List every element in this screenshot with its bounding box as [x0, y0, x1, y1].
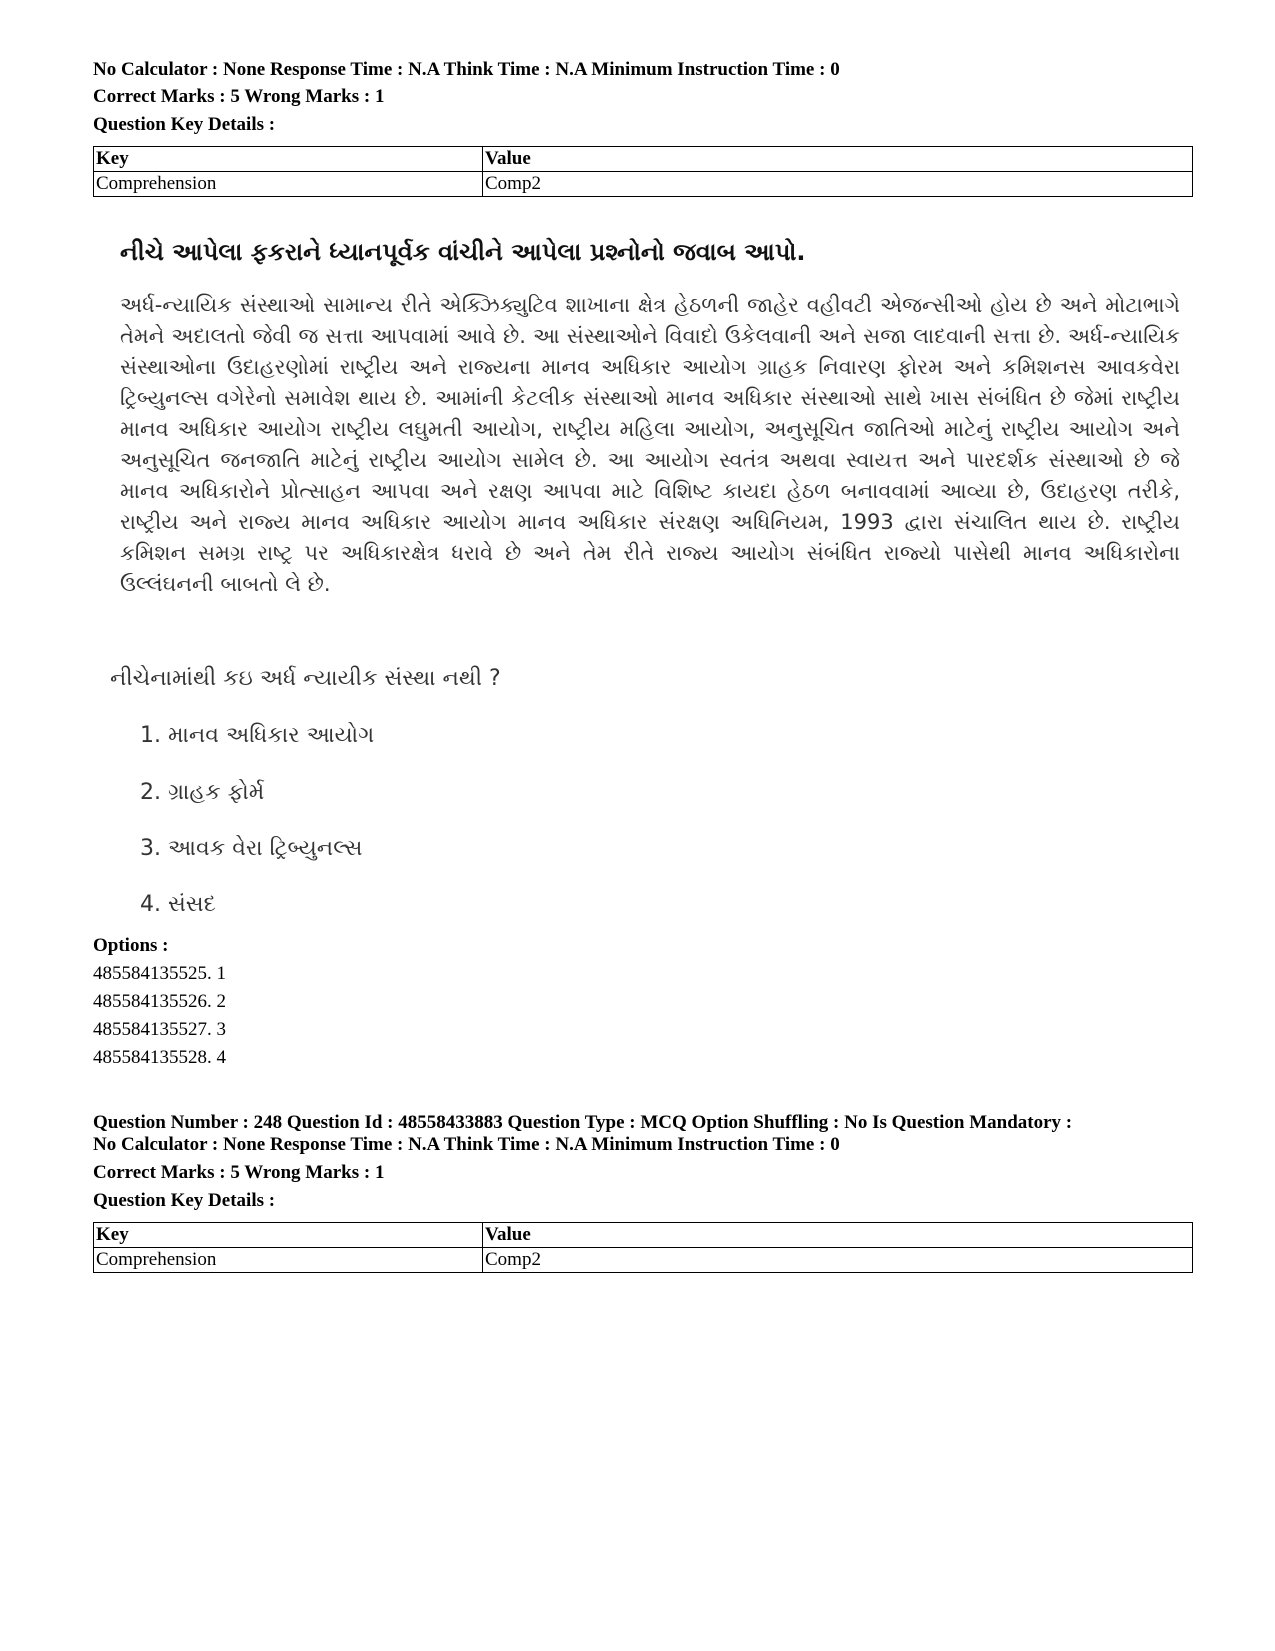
- question-text: નીચેનામાંથી કઇ અર્ધ ન્યાયીક સંસ્થા નથી ?: [110, 666, 501, 691]
- answer-choice: 2. ગ્રાહક ફોર્મ: [140, 780, 265, 805]
- answer-choice: 3. આવક વેરા ટ્રિબ્યુનલ્સ: [140, 836, 363, 861]
- table-row: [94, 172, 1193, 197]
- option-item: 485584135525. 1: [93, 963, 226, 984]
- table-cell-key: Comprehension: [94, 172, 483, 197]
- answer-choice: 1. માનવ અધિકાર આયોગ: [140, 723, 375, 748]
- table-header-key: Key: [94, 1223, 483, 1248]
- option-item: 485584135528. 4: [93, 1047, 226, 1068]
- key-details-table: [93, 146, 1193, 197]
- table-header-row: [94, 1223, 1193, 1248]
- passage-instruction: નીચે આપેલા ફકરાને ધ્યાનપૂર્વક વાંચીને આપેલા પ્રશ્નોનો જવાબ આપો.: [120, 238, 806, 266]
- passage-text: અર્ધ-ન્યાયિક સંસ્થાઓ સામાન્ય રીતે એક્ઝિક્યુટિવ શાખાના ક્ષેત્ર હેઠળની જાહેર વહીવટી એજન્સીઓ હોય છે અને મોટાભાગે તેમને અદાલતો જેવી જ સત્તા આપવામાં આવે છે. આ સંસ્થાઓને વિવાદો ઉકેલવાની અને સજા લાદવાની સત્તા છે. અર્ધ-ન્યાયિક સંસ્થાઓના ઉદાહરણોમાં રાષ્ટ્રીય અને રાજ્યના માનવ અધિકાર આયોગ ગ્રાહક નિવારણ ફોરમ અને કમિશનસ આવકવેરા ટ્રિબ્યુનલ્સ વગેરેનો સમાવેશ થાય છે. આમાંની કેટલીક સંસ્થાઓ માનવ અધિકાર સંસ્થાઓ સાથે ખાસ સંબંધિત છે જેમાં રાષ્ટ્રીય માનવ અધિકાર આયોગ રાષ્ટ્રીય લઘુમતી આયોગ, રાષ્ટ્રીય મહિલા આયોગ, અનુસૂચિત જાતિઓ માટેનું રાષ્ટ્રીય આયોગ અને અનુસૂચિત જનજાતિ માટેનું રાષ્ટ્રીય આયોગ સામેલ છે. આ આયોગ સ્વતંત્ર અથવા સ્વાયત્ત અને પારદર્શક સંસ્થાઓ છે જે માનવ અધિકારોને પ્રોત્સાહન આપવા અને રક્ષણ આપવા માટે વિશિષ્ટ કાયદા હેઠળ બનાવવામાં આવ્યા છે, ઉદાહરણ તરીકે, રાષ્ટ્રીય અને રાજ્ય માનવ અધિકાર આયોગ માનવ અધિકાર સંરક્ષણ અધિનિયમ, 1993 દ્વારા સંચાલિત થાય છે. રાષ્ટ્રીય કમિશન સમગ્ર રાષ્ટ્ર પર અધિકારક્ષેત્ર ધરાવે છે અને તેમ રીતે રાજ્ય આયોગ સંબંધિત રાજ્યો પાસેથી માનવ અધિકારોના ઉલ્લંઘનની બાબતો લે છે.: [120, 293, 1180, 596]
- marks-line: Correct Marks : 5 Wrong Marks : 1: [93, 1162, 385, 1183]
- question-header-line: Question Number : 248 Question Id : 48558433883 Question Type : MCQ Option Shuffling : No Is Question Mandatory :: [93, 1112, 1073, 1133]
- table-header-value: Value: [483, 147, 1193, 172]
- table-header-value: Value: [483, 1223, 1193, 1248]
- question-meta-line: No Calculator : None Response Time : N.A Think Time : N.A Minimum Instruction Time : 0: [93, 1134, 840, 1155]
- table-header-key: Key: [94, 147, 483, 172]
- key-details-table: [93, 1222, 1193, 1273]
- table-row: [94, 1248, 1193, 1273]
- answer-choice: 4. સંસદ: [140, 892, 216, 917]
- table-cell-value: Comp2: [483, 1248, 1193, 1273]
- scanned-question-image: [100, 220, 1185, 920]
- table-cell-value: Comp2: [483, 172, 1193, 197]
- marks-line: Correct Marks : 5 Wrong Marks : 1: [93, 86, 385, 107]
- option-item: 485584135527. 3: [93, 1019, 226, 1040]
- options-label: Options :: [93, 935, 169, 956]
- question-meta-line: No Calculator : None Response Time : N.A Think Time : N.A Minimum Instruction Time : 0: [93, 59, 840, 80]
- option-item: 485584135526. 2: [93, 991, 226, 1012]
- key-details-label: Question Key Details :: [93, 114, 276, 135]
- key-details-label: Question Key Details :: [93, 1190, 276, 1211]
- table-cell-key: Comprehension: [94, 1248, 483, 1273]
- table-header-row: [94, 147, 1193, 172]
